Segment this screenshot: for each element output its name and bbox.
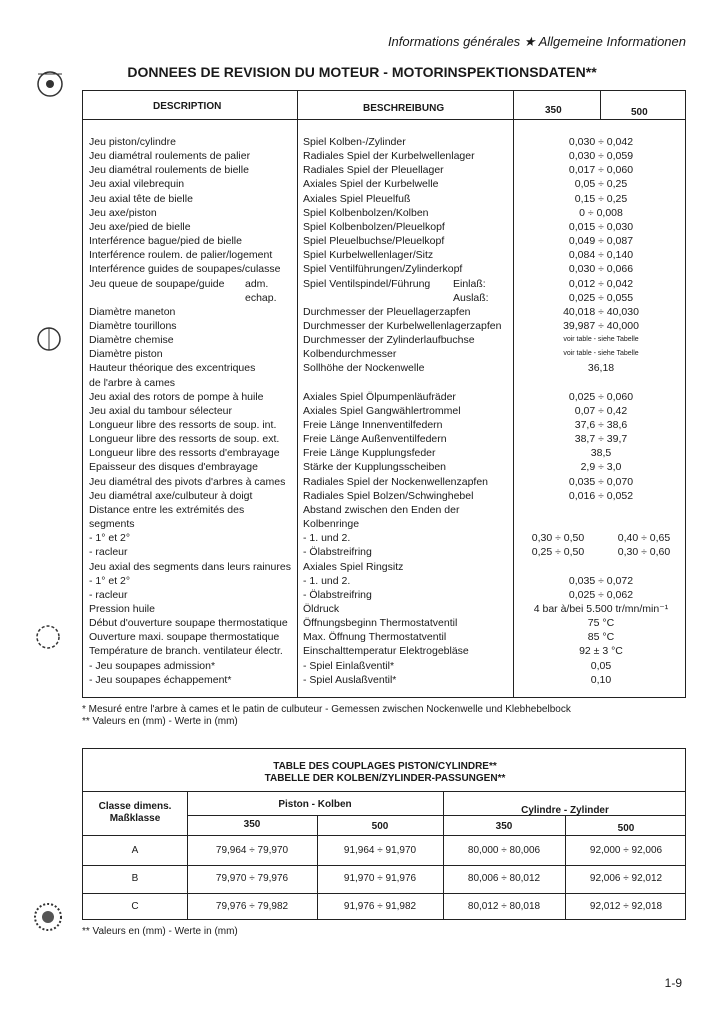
table-row — [83, 333, 687, 347]
description-fr: Jeu diamétral roulements de palier — [89, 150, 251, 163]
description-de: Freie Länge Außenventilfedern — [303, 433, 447, 446]
page-title: DONNEES DE REVISION DU MOTEUR - MOTORINSPEKTIONSDATEN** — [127, 64, 597, 80]
description-fr: segments — [89, 518, 135, 531]
coupling-cell-p500: 91,976 ÷ 91,982 — [343, 901, 417, 912]
table-row — [83, 545, 687, 559]
col-350: 350 — [545, 105, 562, 116]
table-row — [83, 588, 687, 602]
description-de: Sollhöhe der Nockenwelle — [303, 362, 425, 375]
engine-icon — [30, 64, 70, 100]
value: 85 °C — [587, 631, 615, 644]
description-de: Radiales Spiel der Nockenwellenzapfen — [303, 475, 489, 488]
value-350: 0,25 ÷ 0,50 — [531, 546, 585, 559]
value: 0,05 — [590, 659, 612, 672]
description-de: Axiales Spiel Ringsitz — [303, 560, 404, 573]
piston-header: Piston - Kolben — [278, 799, 352, 810]
footnote-units-2: ** Valeurs en (mm) - Werte in (mm) — [82, 926, 238, 937]
table-row — [83, 673, 687, 687]
description-fr: Hauteur théorique des excentriques — [89, 362, 256, 375]
table-row — [83, 503, 687, 517]
piston-icon — [32, 620, 64, 654]
value: 37,6 ÷ 38,6 — [574, 419, 628, 431]
coupling-cell-c500: 92,006 ÷ 92,012 — [589, 873, 663, 884]
value: 0,15 ÷ 0,25 — [574, 192, 628, 205]
table-row — [83, 560, 687, 574]
description-fr: Interférence roulem. de palier/logement — [89, 249, 273, 262]
description-de: - 1. und 2. — [303, 532, 351, 545]
description-fr: Température de branch. ventilateur électr. — [89, 645, 283, 658]
col-500: 500 — [631, 107, 648, 118]
description-fr: Interférence bague/pied de bielle — [89, 235, 242, 248]
description-fr: Diamètre chemise — [89, 334, 174, 347]
table-row — [83, 277, 687, 291]
table-row — [83, 305, 687, 319]
description-de: Spiel Kolbenbolzen/Kolben — [303, 206, 429, 219]
coupling-cell-c350: 80,000 ÷ 80,006 — [467, 845, 541, 856]
description-fr: - Jeu soupapes admission* — [89, 659, 216, 672]
coupling-cell-cls: A — [131, 845, 139, 856]
coupling-cell-c500: 92,012 ÷ 92,018 — [589, 901, 663, 912]
table-row — [83, 135, 687, 149]
description-fr: Jeu axial des rotors de pompe à huile — [89, 390, 264, 403]
piston-350: 350 — [243, 819, 261, 830]
description-de: Axiales Spiel Pleuelfuß — [303, 192, 411, 205]
description-de: Öldruck — [303, 602, 340, 615]
description-de: Axiales Spiel der Kurbelwelle — [303, 178, 439, 191]
coupling-cell-c350: 80,006 ÷ 80,012 — [467, 873, 541, 884]
table-row — [83, 163, 687, 177]
description-de: Abstand zwischen den Enden der — [303, 503, 460, 516]
table-row — [83, 659, 687, 673]
description-fr: - racleur — [89, 588, 128, 601]
table-row — [83, 446, 687, 460]
value: 0,012 ÷ 0,042 — [568, 277, 634, 290]
class-header-fr: Classe dimens. — [98, 801, 172, 812]
table-row — [83, 644, 687, 658]
description-fr: Jeu axial tête de bielle — [89, 192, 193, 205]
value: 0 ÷ 0,008 — [579, 206, 623, 219]
description-fr: - racleur — [89, 546, 128, 559]
description-fr-sub: adm. — [245, 277, 269, 290]
description-de: Spiel Ventilspindel/Führung — [303, 277, 431, 290]
value: 0,10 — [590, 673, 612, 686]
coupling-cell-p500: 91,970 ÷ 91,976 — [343, 873, 417, 884]
value: 0,030 ÷ 0,042 — [568, 136, 634, 148]
description-fr: Jeu diamétral des pivots d'arbres à cames — [89, 475, 286, 488]
section-header: Informations générales ★ Allgemeine Informationen — [387, 34, 686, 49]
value: 0,030 ÷ 0,066 — [568, 263, 634, 276]
description-de: Freie Länge Kupplungsfeder — [303, 447, 436, 460]
table-row — [83, 517, 687, 531]
table-row — [83, 489, 687, 503]
value: 39,987 ÷ 40,000 — [563, 319, 639, 332]
value: 38,5 — [590, 447, 612, 460]
description-fr-sub: echap. — [245, 291, 277, 304]
table-row — [83, 616, 687, 630]
col-description: DESCRIPTION — [153, 101, 222, 112]
value: 0,084 ÷ 0,140 — [568, 249, 634, 262]
description-fr: Début d'ouverture soupape thermostatique — [89, 617, 288, 630]
table-row — [83, 475, 687, 489]
coupling-cell-p350: 79,964 ÷ 79,970 — [215, 845, 289, 856]
table-row — [83, 248, 687, 262]
value: 38,7 ÷ 39,7 — [574, 433, 628, 446]
description-fr: Diamètre piston — [89, 348, 163, 361]
value-350: 0,30 ÷ 0,50 — [531, 532, 585, 545]
cylinder-icon — [32, 322, 66, 356]
table-row — [83, 149, 687, 163]
value: 4 bar à/bei 5.500 tr/mn/min⁻¹ — [533, 602, 669, 615]
description-fr: Longueur libre des ressorts d'embrayage — [89, 447, 280, 460]
description-fr: Ouverture maxi. soupape thermostatique — [89, 631, 280, 644]
value: 0,025 ÷ 0,060 — [568, 390, 634, 403]
table-row — [83, 347, 687, 361]
table-row — [83, 531, 687, 545]
value: 40,018 ÷ 40,030 — [563, 305, 639, 318]
description-fr: Epaisseur des disques d'embrayage — [89, 461, 258, 474]
value: 0,015 ÷ 0,030 — [568, 220, 634, 233]
description-de: Einschalttemperatur Elektrogebläse — [303, 645, 469, 658]
description-de-sub: Auslaß: — [453, 291, 489, 304]
description-de: Öffnungsbeginn Thermostatventil — [303, 617, 458, 630]
value: 0,016 ÷ 0,052 — [568, 489, 634, 502]
value: 92 ± 3 °C — [579, 645, 623, 658]
description-fr: - 1° et 2° — [89, 574, 131, 587]
page-number: 1-9 — [664, 976, 682, 990]
table-row — [83, 361, 687, 375]
description-de: Axiales Spiel Gangwählertrommel — [303, 404, 461, 417]
piston-500: 500 — [371, 821, 389, 832]
value: 2,9 ÷ 3,0 — [580, 461, 622, 474]
coupling-cell-c500: 92,000 ÷ 92,006 — [589, 845, 663, 856]
description-de: - Ölabstreifring — [303, 546, 372, 559]
table-row — [83, 319, 687, 333]
description-fr: Jeu axe/pied de bielle — [89, 220, 191, 233]
value: 0,030 ÷ 0,059 — [568, 150, 634, 163]
coupling-cell-p500: 91,964 ÷ 91,970 — [343, 845, 417, 856]
value: 75 °C — [587, 617, 615, 630]
description-fr: Jeu diamétral roulements de bielle — [89, 164, 249, 177]
description-fr: Jeu piston/cylindre — [89, 136, 176, 148]
footnote-units: ** Valeurs en (mm) - Werte in (mm) — [82, 716, 238, 727]
value: 0,025 ÷ 0,055 — [568, 291, 634, 304]
coupling-table — [82, 748, 686, 920]
coupling-title-de: TABELLE DER KOLBEN/ZYLINDER-PASSUNGEN** — [264, 773, 506, 784]
description-de-sub: Einlaß: — [453, 277, 486, 290]
table-row — [83, 630, 687, 644]
gear-icon — [28, 898, 68, 936]
value: 0,07 ÷ 0,42 — [574, 404, 628, 417]
description-de: Stärke der Kupplungsscheiben — [303, 461, 447, 474]
description-fr: Distance entre les extrémités des — [89, 503, 245, 516]
cylinder-header: Cylindre - Zylinder — [521, 805, 609, 816]
description-de: - 1. und 2. — [303, 574, 351, 587]
value: 0,049 ÷ 0,087 — [568, 235, 634, 248]
table-row — [83, 376, 687, 390]
description-fr: Jeu axe/piston — [89, 206, 157, 219]
description-de: Max. Öffnung Thermostatventil — [303, 631, 447, 644]
description-fr: - Jeu soupapes échappement* — [89, 673, 232, 686]
cylinder-350: 350 — [495, 821, 513, 832]
class-header-de: Maßklasse — [109, 813, 161, 824]
description-fr: Interférence guides de soupapes/culasse — [89, 263, 281, 276]
description-de: Radiales Spiel der Pleuellager — [303, 164, 444, 177]
description-fr: Diamètre maneton — [89, 305, 176, 318]
coupling-cell-cls: C — [131, 901, 139, 912]
value-500: 0,30 ÷ 0,60 — [617, 546, 671, 559]
value: voir table - siehe Tabelle — [563, 336, 639, 344]
table-row — [83, 262, 687, 276]
table-row — [83, 291, 687, 305]
coupling-cell-p350: 79,970 ÷ 79,976 — [215, 873, 289, 884]
table-row — [83, 602, 687, 616]
description-de: Kolbenringe — [303, 518, 360, 531]
description-fr: - 1° et 2° — [89, 532, 131, 545]
coupling-cell-c350: 80,012 ÷ 80,018 — [467, 901, 541, 912]
value-500: 0,40 ÷ 0,65 — [617, 532, 671, 545]
description-de: Spiel Kurbelwellenlager/Sitz — [303, 249, 434, 262]
table-row — [83, 574, 687, 588]
description-de: Kolbendurchmesser — [303, 348, 397, 361]
table-row — [83, 418, 687, 432]
description-de: Durchmesser der Kurbelwellenlagerzapfen — [303, 319, 502, 332]
description-de: Freie Länge Innenventilfedern — [303, 419, 443, 431]
table-row — [83, 390, 687, 404]
value: 36,18 — [587, 362, 615, 375]
description-de: Spiel Ventilführungen/Zylinderkopf — [303, 263, 463, 276]
footnote-measure: * Mesuré entre l'arbre à cames et le patin de culbuteur - Gemessen zwischen Nockenwelle und Klebhebelbock — [82, 704, 571, 715]
description-de: Radiales Spiel Bolzen/Schwinghebel — [303, 489, 474, 502]
description-de: Spiel Kolbenbolzen/Pleuelkopf — [303, 220, 445, 233]
description-de: Durchmesser der Pleuellagerzapfen — [303, 305, 471, 318]
value: 0,035 ÷ 0,072 — [568, 574, 634, 587]
table-row — [83, 192, 687, 206]
description-fr: de l'arbre à cames — [89, 376, 176, 389]
description-de: - Spiel Einlaßventil* — [303, 659, 395, 672]
coupling-cell-p350: 79,976 ÷ 79,982 — [215, 901, 289, 912]
description-de: Spiel Pleuelbuchse/Pleuelkopf — [303, 235, 445, 248]
col-beschreibung: BESCHREIBUNG — [363, 103, 445, 114]
revision-data-table — [82, 90, 686, 698]
cylinder-500: 500 — [617, 823, 635, 834]
table-row — [83, 206, 687, 220]
value: voir table - siehe Tabelle — [563, 350, 639, 358]
description-de: Axiales Spiel Ölpumpenläufräder — [303, 390, 456, 403]
description-de: Radiales Spiel der Kurbelwellenlager — [303, 150, 475, 163]
table-row — [83, 460, 687, 474]
description-fr: Jeu axial du tambour sélecteur — [89, 404, 232, 417]
description-de: - Ölabstreifring — [303, 588, 372, 601]
coupling-title-fr: TABLE DES COUPLAGES PISTON/CYLINDRE** — [273, 761, 497, 772]
table-row — [83, 177, 687, 191]
table-row — [83, 404, 687, 418]
description-fr: Pression huile — [89, 602, 155, 615]
table-row — [83, 432, 687, 446]
description-de: - Spiel Auslaßventil* — [303, 673, 397, 686]
description-fr: Jeu axial des segments dans leurs rainures — [89, 560, 291, 573]
description-fr: Jeu queue de soupape/guide — [89, 277, 225, 290]
value: 0,05 ÷ 0,25 — [574, 178, 628, 191]
description-fr: Longueur libre des ressorts de soup. ext. — [89, 433, 280, 446]
description-fr: Diamètre tourillons — [89, 319, 177, 332]
description-de: Durchmesser der Zylinderlaufbuchse — [303, 334, 475, 347]
value: 0,017 ÷ 0,060 — [568, 164, 634, 177]
value: 0,025 ÷ 0,062 — [568, 588, 634, 601]
value: 0,035 ÷ 0,070 — [568, 475, 634, 488]
coupling-cell-cls: B — [131, 873, 139, 884]
description-de: Spiel Kolben-/Zylinder — [303, 136, 406, 148]
description-fr: Longueur libre des ressorts de soup. int. — [89, 419, 277, 431]
description-fr: Jeu diamétral axe/culbuteur à doigt — [89, 489, 253, 502]
table-row — [83, 220, 687, 234]
table-row — [83, 234, 687, 248]
description-fr: Jeu axial vilebrequin — [89, 178, 185, 191]
